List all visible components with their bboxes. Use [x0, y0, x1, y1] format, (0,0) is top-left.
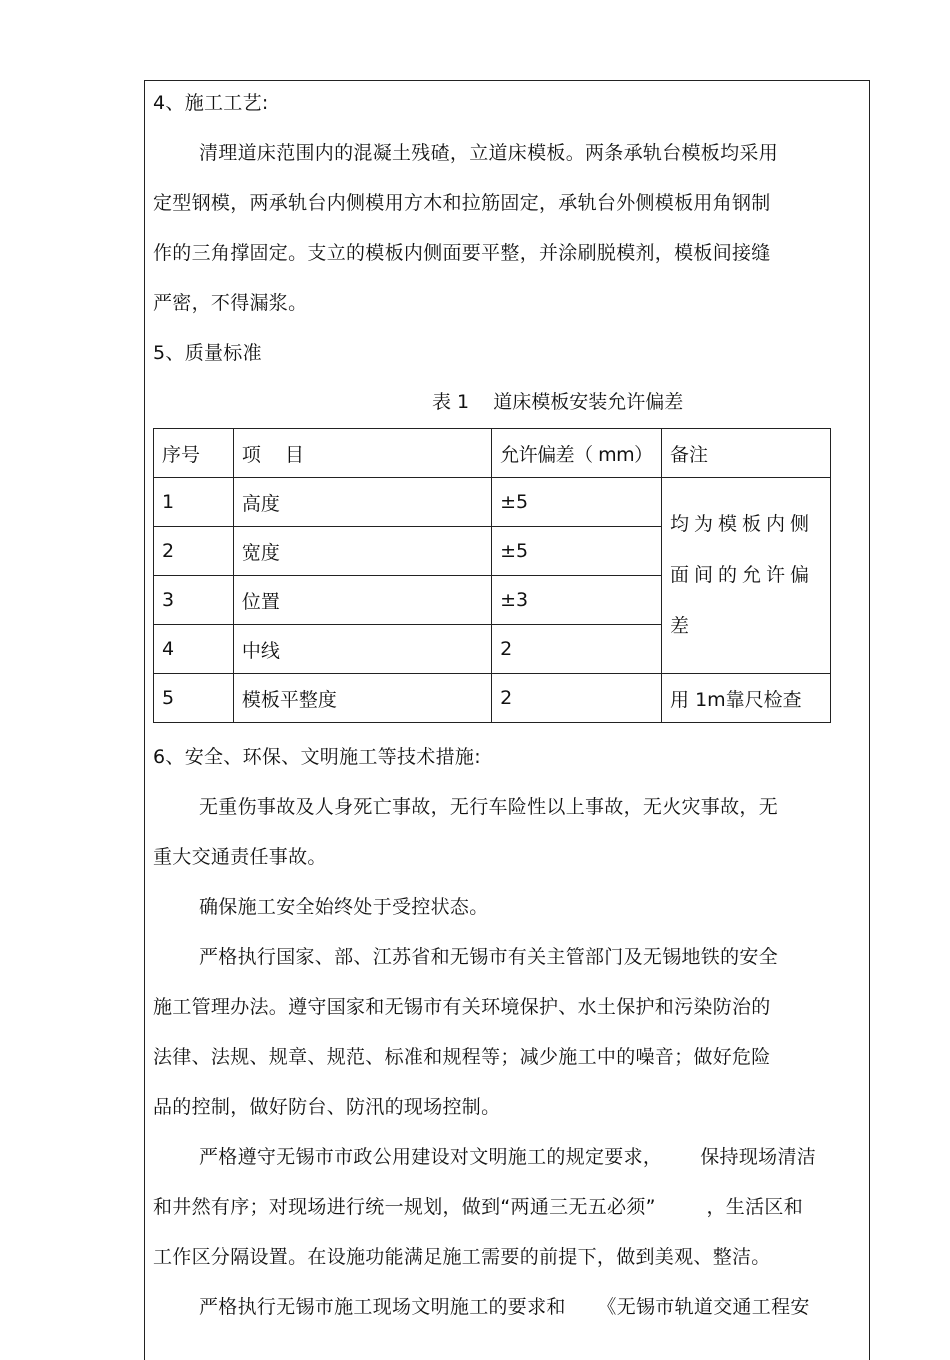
paragraph-line: 严格执行国家、部、江苏省和无锡市有关主管部门及无锡地铁的安全 [199, 946, 779, 968]
header-cell: 序号 [154, 429, 234, 478]
deviation-table [153, 428, 831, 723]
section-6-heading: 6、安全、环保、文明施工等技术措施: [153, 746, 481, 768]
remark-line: 差 [670, 615, 695, 637]
table-row [154, 478, 831, 527]
paragraph-line: 严格执行无锡市施工现场文明施工的要求和 《无锡市轨道交通工程安 [199, 1296, 810, 1318]
table-cell: 2 [154, 527, 234, 576]
paragraph-line: 严密，不得漏浆。 [153, 292, 308, 314]
table-cell: 5 [154, 674, 234, 723]
table-header-row [154, 429, 831, 478]
table-cell: 宽度 [233, 527, 491, 576]
header-cell: 备注 [662, 429, 831, 478]
remark-line: 面间的允许偏 [670, 564, 815, 586]
section-5-heading: 5、质量标准 [153, 342, 262, 364]
paragraph-line: 作的三角撑固定。支立的模板内侧面要平整，并涂刷脱模剂，模板间接缝 [153, 242, 771, 264]
paragraph-line: 严格遵守无锡市市政公用建设对文明施工的规定要求， 保持现场清洁 [199, 1146, 817, 1168]
table-cell: 用 1m靠尺检查 [662, 674, 831, 723]
paragraph-line: 重大交通责任事故。 [153, 846, 327, 868]
table-row [154, 674, 831, 723]
table-cell: 4 [154, 625, 234, 674]
table-cell: 3 [154, 576, 234, 625]
paragraph-line: 品的控制，做好防台、防汛的现场控制。 [153, 1096, 501, 1118]
table-cell: ±5 [492, 478, 662, 527]
paragraph-line: 无重伤事故及人身死亡事故，无行车险性以上事故，无火灾事故，无 [199, 796, 779, 818]
paragraph-line: 施工管理办法。遵守国家和无锡市有关环境保护、水土保护和污染防治的 [153, 996, 771, 1018]
paragraph-line: 工作区分隔设置。在设施功能满足施工需要的前提下，做到美观、整洁。 [153, 1246, 771, 1268]
table-cell: 高度 [233, 478, 491, 527]
table-caption: 表 1 道床模板安装允许偏差 [432, 391, 684, 413]
table-cell: ±5 [492, 527, 662, 576]
table-cell: 2 [492, 625, 662, 674]
header-cell: 项 目 [233, 429, 491, 478]
paragraph-line: 定型钢模，两承轨台内侧模用方木和拉筋固定，承轨台外侧模板用角钢制 [153, 192, 771, 214]
table-cell: 1 [154, 478, 234, 527]
table-cell: 中线 [233, 625, 491, 674]
table-cell: 模板平整度 [233, 674, 491, 723]
section-4-heading: 4、施工工艺: [153, 92, 269, 114]
paragraph-line: 法律、法规、规章、规范、标准和规程等；减少施工中的噪音；做好危险 [153, 1046, 771, 1068]
remark-line: 均为模板内侧 [670, 513, 815, 535]
paragraph-line: 和井然有序；对现场进行统一规划，做到“两通三无五必须” ，生活区和 [153, 1196, 804, 1218]
table-cell: 位置 [233, 576, 491, 625]
table-cell: 2 [492, 674, 662, 723]
table-cell: ±3 [492, 576, 662, 625]
paragraph-line: 确保施工安全始终处于受控状态。 [199, 896, 489, 918]
header-cell: 允许偏差（ mm） [492, 429, 662, 478]
merged-remark-cell [662, 478, 831, 674]
paragraph-line: 清理道床范围内的混凝土残碴，立道床模板。两条承轨台模板均采用 [199, 142, 779, 164]
